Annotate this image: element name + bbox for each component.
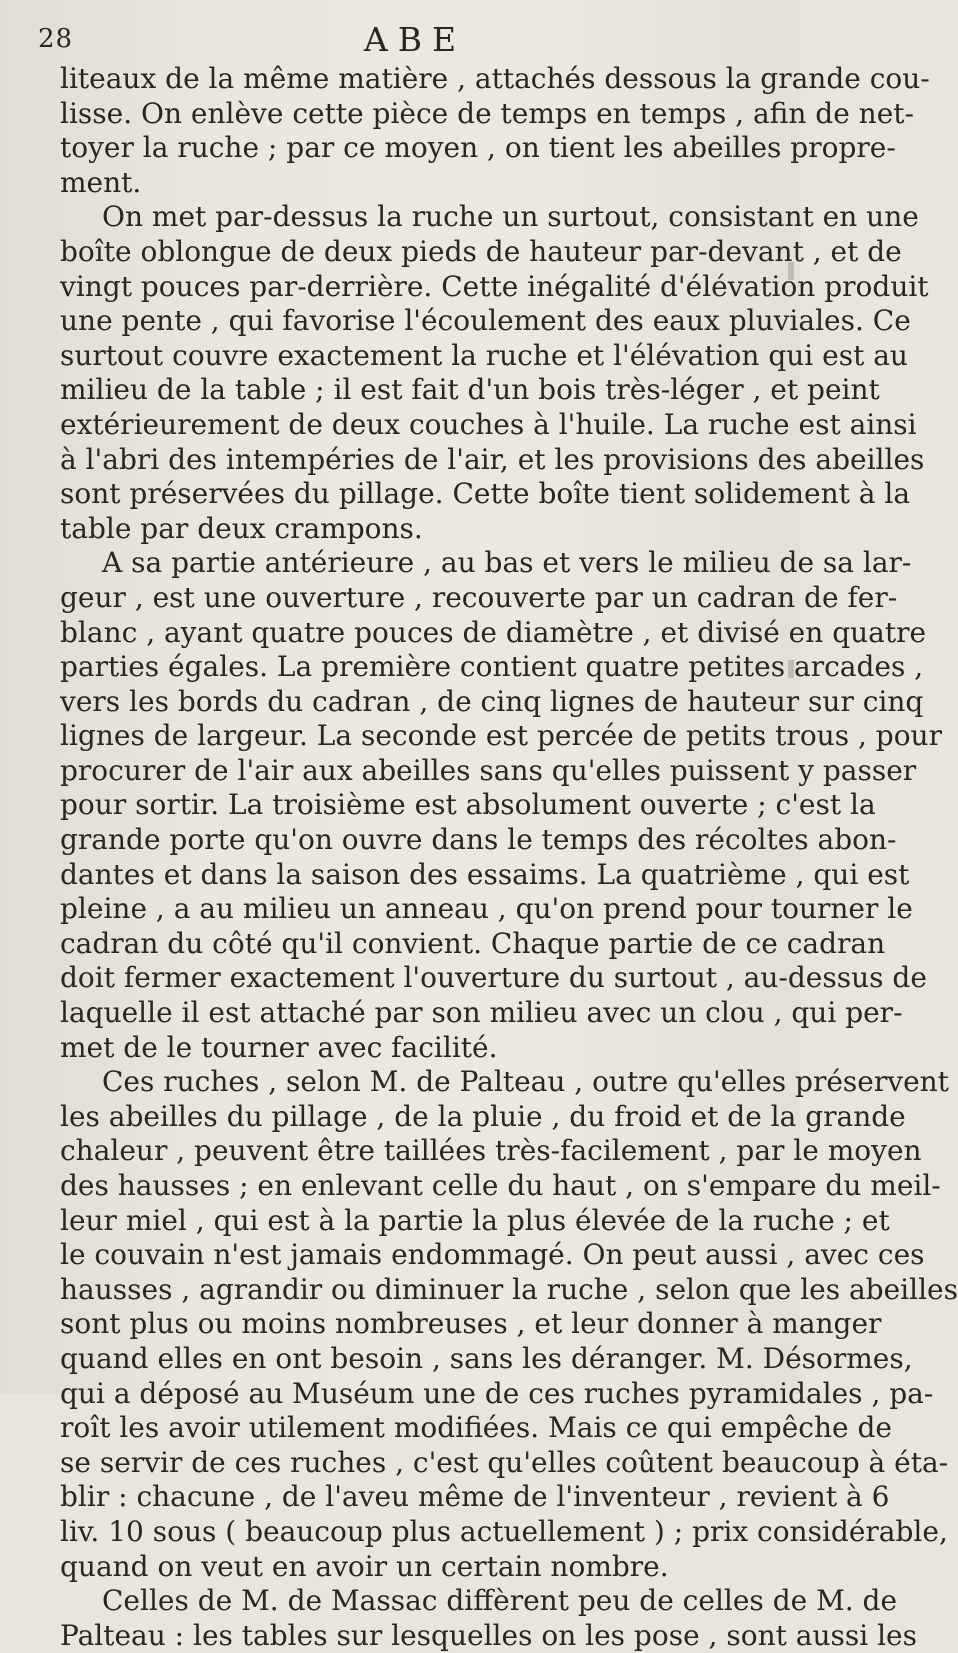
text-line: On met par-dessus la ruche un surtout, consistant en une bbox=[102, 200, 919, 234]
text-line: sont plus ou moins nombreuses , et leur donner à manger bbox=[60, 1307, 882, 1341]
paragraph bbox=[60, 1065, 958, 1584]
text-line: pleine , a au milieu un anneau , qu'on prend pour tourner le bbox=[60, 892, 913, 926]
text-line: geur , est une ouverture , recouverte par un cadran de fer- bbox=[60, 580, 898, 614]
text-line: doit fermer exactement l'ouverture du surtout , au-dessus de bbox=[60, 961, 927, 995]
text-line: liv. 10 sous ( beaucoup plus actuellement ) ; prix considérable, bbox=[60, 1514, 948, 1548]
text-line: les abeilles du pillage , de la pluie , du froid et de la grande bbox=[60, 1099, 906, 1133]
text-line: une pente , qui favorise l'écoulement des eaux pluviales. Ce bbox=[60, 304, 911, 338]
text-line: liteaux de la même matière , attachés dessous la grande cou- bbox=[60, 62, 930, 95]
text-line: blir : chacune , de l'aveu même de l'inventeur , revient à 6 bbox=[60, 1480, 890, 1514]
text-line: chaleur , peuvent être taillées très-facilement , par le moyen bbox=[60, 1134, 922, 1168]
text-line: lignes de largeur. La seconde est percée de petits trous , pour bbox=[60, 719, 942, 753]
text-line: Celles de M. de Massac diffèrent peu de celles de M. de bbox=[102, 1584, 898, 1618]
text-line: A sa partie antérieure , au bas et vers le milieu de sa lar- bbox=[102, 546, 912, 580]
text-line: des hausses ; en enlevant celle du haut , on s'empare du meil- bbox=[60, 1169, 941, 1202]
margin-mark bbox=[788, 660, 794, 678]
text-line: quand elles en ont besoin , sans les déranger. M. Désormes, bbox=[60, 1341, 913, 1375]
margin-mark bbox=[788, 262, 794, 280]
text-line: surtout couvre exactement la ruche et l'élévation qui est au bbox=[60, 338, 908, 372]
running-head: ABE bbox=[363, 20, 467, 59]
text-line: pour sortir. La troisième est absolument ouverte ; c'est la bbox=[60, 788, 876, 822]
text-line: qui a déposé au Muséum une de ces ruches pyramidales , pa- bbox=[60, 1376, 934, 1410]
text-line: vingt pouces par-derrière. Cette inégalité d'élévation produit bbox=[60, 269, 929, 303]
paragraph bbox=[60, 1584, 917, 1653]
text-line: lisse. On enlève cette pièce de temps en temps , afin de net- bbox=[60, 96, 914, 130]
text-line: ment. bbox=[60, 165, 142, 199]
text-line: parties égales. La première contient quatre petites arcades , bbox=[60, 650, 924, 684]
text-line: se servir de ces ruches , c'est qu'elles coûtent beaucoup à éta- bbox=[60, 1445, 949, 1479]
text-line: le couvain n'est jamais endommagé. On peut aussi , avec ces bbox=[60, 1238, 925, 1272]
text-line: extérieurement de deux couches à l'huile. La ruche est ainsi bbox=[60, 407, 917, 441]
text-line: sont préservées du pillage. Cette boîte tient solidement à la bbox=[60, 477, 911, 511]
text-line: vers les bords du cadran , de cinq lignes de hauteur sur cinq bbox=[60, 684, 924, 718]
paragraph bbox=[60, 62, 930, 200]
text-line: laquelle il est attaché par son milieu avec un clou , qui per- bbox=[60, 996, 903, 1030]
text-line: cadran du côté qu'il convient. Chaque partie de ce cadran bbox=[60, 926, 886, 960]
text-line: met de le tourner avec facilité. bbox=[60, 1030, 498, 1064]
paragraph bbox=[60, 546, 942, 1065]
text-line: toyer la ruche ; par ce moyen , on tient les abeilles propre- bbox=[60, 131, 896, 165]
paragraph bbox=[60, 200, 929, 546]
body-text bbox=[60, 62, 958, 1653]
text-line: Ces ruches , selon M. de Palteau , outre qu'elles préservent bbox=[102, 1065, 949, 1099]
text-line: milieu de la table ; il est fait d'un bois très-léger , et peint bbox=[60, 373, 880, 407]
text-line: grande porte qu'on ouvre dans le temps des récoltes abon- bbox=[60, 823, 897, 857]
text-line: leur miel , qui est à la partie la plus élevée de la ruche ; et bbox=[60, 1203, 890, 1237]
text-line: à l'abri des intempéries de l'air, et les provisions des abeilles bbox=[60, 442, 925, 476]
text-line: procurer de l'air aux abeilles sans qu'elles puissent y passer bbox=[60, 753, 917, 787]
page-number: 28 bbox=[38, 24, 74, 54]
text-line: blanc , ayant quatre pouces de diamètre , et divisé en quatre bbox=[60, 615, 927, 649]
text-line: boîte oblongue de deux pieds de hauteur par-devant , et de bbox=[60, 234, 902, 268]
text-line: table par deux crampons. bbox=[60, 511, 423, 545]
page-header bbox=[38, 14, 770, 62]
text-line: roît les avoir utilement modifiées. Mais ce qui empêche de bbox=[60, 1411, 892, 1445]
text-line: Palteau : les tables sur lesquelles on les pose , sont aussi les bbox=[60, 1618, 917, 1652]
text-line: hausses , agrandir ou diminuer la ruche , selon que les abeilles bbox=[60, 1272, 958, 1306]
text-line: dantes et dans la saison des essaims. La quatrième , qui est bbox=[60, 857, 910, 891]
text-line: quand on veut en avoir un certain nombre. bbox=[60, 1549, 669, 1583]
